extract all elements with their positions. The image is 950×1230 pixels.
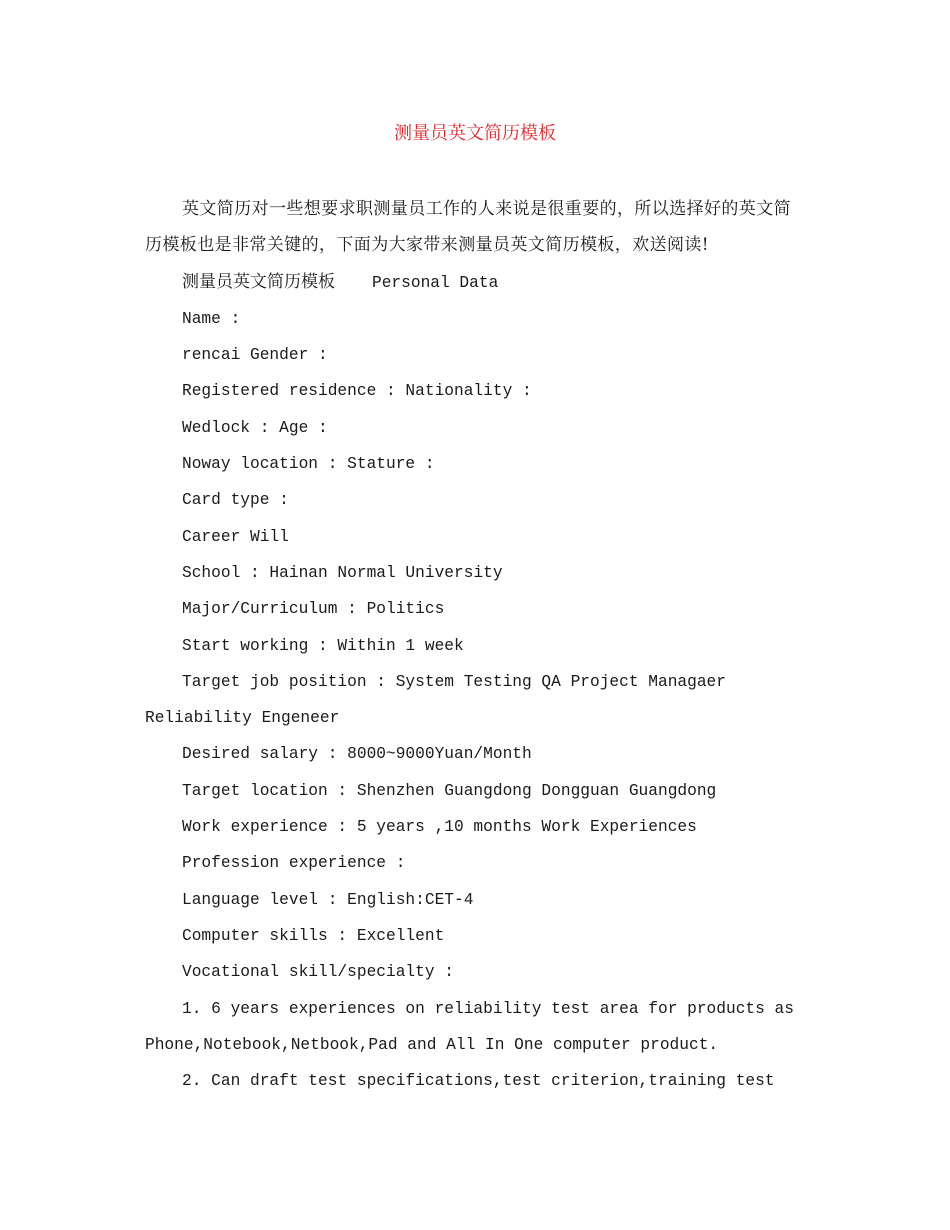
field-line-major: Major/Curriculum : Politics bbox=[182, 600, 445, 619]
field-line-card-type: Card type : bbox=[182, 491, 289, 510]
field-line-wedlock: Wedlock : Age : bbox=[182, 418, 328, 437]
field-line-residence: Registered residence : Nationality : bbox=[182, 382, 532, 401]
intro-paragraph: 英文简历对一些想要求职测量员工作的人来说是很重要的，所以选择好的英文简历模板也是非常关键的，下面为大家带来测量员英文简历模板，欢送阅读! bbox=[145, 199, 791, 256]
skill-item-2: 2. Can draft test specifications,test criterion,training test bbox=[182, 1072, 775, 1091]
field-line-target-position: Target job position : System Testing QA Project Managaer Reliability Engeneer bbox=[145, 672, 726, 728]
field-line-start-working: Start working : Within 1 week bbox=[182, 636, 464, 655]
field-line-computer-skills: Computer skills : Excellent bbox=[182, 926, 445, 945]
field-line-career-will: Career Will bbox=[182, 527, 289, 546]
field-line-target-location: Target location : Shenzhen Guangdong Dongguan Guangdong bbox=[182, 781, 717, 800]
field-line-name: Name : bbox=[182, 309, 241, 328]
field-line-vocational-skill: Vocational skill/specialty : bbox=[182, 963, 454, 982]
section-heading-cn: 测量员英文简历模板 bbox=[182, 271, 335, 292]
skill-item-1: 1. 6 years experiences on reliability test area for products as Phone,Notebook,Netbook,Pad and All In One computer product. bbox=[145, 999, 794, 1054]
section-heading bbox=[145, 264, 805, 301]
field-line-language: Language level : English:CET-4 bbox=[182, 890, 474, 909]
field-line-profession-experience: Profession experience : bbox=[182, 854, 406, 873]
field-line-salary: Desired salary : 8000~9000Yuan/Month bbox=[182, 745, 532, 764]
field-line-location: Noway location : Stature : bbox=[182, 455, 435, 474]
field-line-school: School : Hainan Normal University bbox=[182, 563, 503, 582]
field-line-gender: rencai Gender : bbox=[182, 346, 328, 365]
section-heading-en: Personal Data bbox=[372, 273, 499, 292]
field-line-work-experience: Work experience : 5 years ,10 months Work Experiences bbox=[182, 818, 697, 837]
document-body bbox=[145, 191, 805, 1099]
document-title: 测量员英文简历模板 bbox=[394, 123, 556, 144]
